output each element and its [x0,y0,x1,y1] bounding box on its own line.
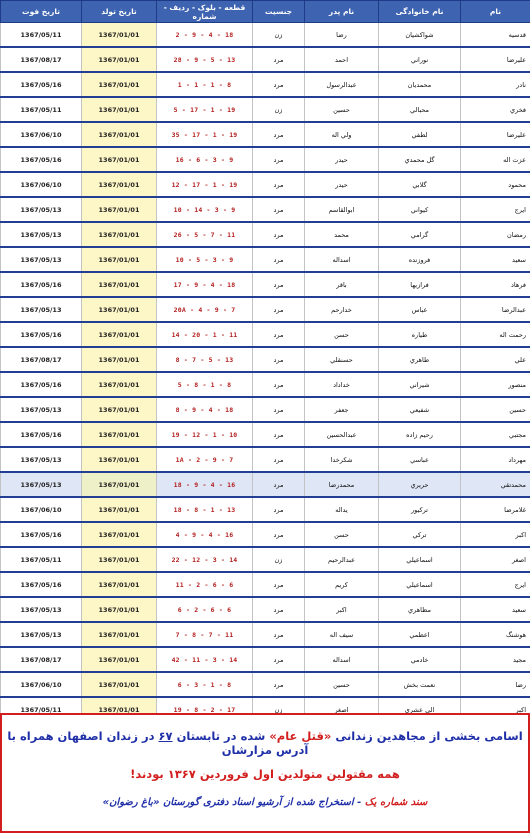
cell-birth-date: 1367/01/01 [82,23,157,48]
cell-death-date: 1367/05/11 [1,547,82,572]
cell-family: کیواني [379,197,461,222]
cell-father: عبدالرسول [305,72,379,97]
cell-name: ایرج [461,572,530,597]
cell-gender: مرد [253,622,305,647]
cell-plot: 19 - 1 - 17 - 35 [157,122,253,147]
cell-father: شکرخدا [305,447,379,472]
cell-father: احمد [305,47,379,72]
cell-gender: مرد [253,647,305,672]
table-row [1,272,530,297]
cell-family: گل محمدي [379,147,461,172]
cell-gender: مرد [253,522,305,547]
cell-birth-date: 1367/01/01 [82,47,157,72]
cell-name: اکبر [461,522,530,547]
table-header-row [1,1,530,23]
cell-gender: مرد [253,472,305,497]
cell-father: سیف اله [305,622,379,647]
caption-text: شده در تابستان [176,729,266,743]
cell-family: گرامي [379,222,461,247]
col-header-plot: قطعه - بلوک - ردیف - شماره [157,1,253,23]
cell-gender: مرد [253,672,305,697]
cell-death-date: 1367/06/10 [1,172,82,197]
cell-plot: 14 - 3 - 12 - 22 [157,547,253,572]
table-row [1,497,530,522]
cell-death-date: 1367/05/16 [1,72,82,97]
cell-gender: مرد [253,372,305,397]
cell-name: ایرج [461,197,530,222]
cell-birth-date: 1367/01/01 [82,547,157,572]
cell-birth-date: 1367/01/01 [82,347,157,372]
cell-name: مهرداد [461,447,530,472]
cell-plot: 13 - 5 - 9 - 28 [157,47,253,72]
cell-death-date: 1367/05/11 [1,23,82,48]
cell-birth-date: 1367/01/01 [82,72,157,97]
cell-name: منصور [461,372,530,397]
cell-death-date: 1367/08/17 [1,47,82,72]
col-header-name: نام [461,1,530,23]
cell-father: محمدرضا [305,472,379,497]
cell-birth-date: 1367/01/01 [82,297,157,322]
cell-father: حسن [305,522,379,547]
cell-plot: 18 - 4 - 9 - 17 [157,272,253,297]
cell-father: اکبر [305,597,379,622]
cell-name: محمود [461,172,530,197]
cell-birth-date: 1367/01/01 [82,197,157,222]
cell-plot: 8 - 1 - 3 - 6 [157,672,253,697]
cell-name: سعید [461,597,530,622]
cell-birth-date: 1367/01/01 [82,172,157,197]
table-row [1,422,530,447]
table-row [1,597,530,622]
cell-birth-date: 1367/01/01 [82,372,157,397]
cell-birth-date: 1367/01/01 [82,222,157,247]
table-row [1,197,530,222]
cell-gender: زن [253,547,305,572]
cell-family: نوراني [379,47,461,72]
cell-family: ترکیور [379,497,461,522]
cell-death-date: 1367/05/13 [1,472,82,497]
cell-death-date: 1367/05/16 [1,422,82,447]
caption-line-3 [2,797,528,808]
table-row [1,23,530,48]
cell-gender: زن [253,697,305,722]
cell-death-date: 1367/05/13 [1,397,82,422]
cell-birth-date: 1367/01/01 [82,122,157,147]
cell-gender: زن [253,97,305,122]
cell-name: قدسیه [461,23,530,48]
cell-plot: 7 - 9 - 2 - 1A [157,447,253,472]
cell-name: رضا [461,672,530,697]
cell-name: رحمت اله [461,322,530,347]
cell-name: علي [461,347,530,372]
cell-plot: 19 - 1 - 17 - 5 [157,97,253,122]
cell-name: سعید [461,247,530,272]
cell-birth-date: 1367/01/01 [82,247,157,272]
cell-family: طاهري [379,347,461,372]
cell-family: اعظمي [379,622,461,647]
cell-family: شفیعي [379,397,461,422]
cell-death-date: 1367/05/13 [1,297,82,322]
table-body [1,23,530,723]
cell-birth-date: 1367/01/01 [82,497,157,522]
cell-family: عباس [379,297,461,322]
cell-birth-date: 1367/01/01 [82,322,157,347]
cell-father: حسین [305,672,379,697]
cell-birth-date: 1367/01/01 [82,522,157,547]
cell-gender: مرد [253,122,305,147]
cell-birth-date: 1367/01/01 [82,272,157,297]
cell-plot: 16 - 4 - 9 - 4 [157,522,253,547]
cell-name: اکبر [461,697,530,722]
cell-plot: 7 - 9 - 4 - 20A [157,297,253,322]
cell-birth-date: 1367/01/01 [82,572,157,597]
table-row [1,97,530,122]
cell-father: حیدر [305,147,379,172]
cell-gender: مرد [253,47,305,72]
cell-gender: مرد [253,72,305,97]
cell-name: هوشنگ [461,622,530,647]
cell-death-date: 1367/05/16 [1,372,82,397]
cell-plot: 11 - 1 - 20 - 14 [157,322,253,347]
cell-name: رمضان [461,222,530,247]
cell-plot: 19 - 1 - 17 - 12 [157,172,253,197]
cell-death-date: 1367/05/13 [1,222,82,247]
cell-death-date: 1367/05/11 [1,97,82,122]
table-row [1,147,530,172]
cell-birth-date: 1367/01/01 [82,622,157,647]
cell-gender: مرد [253,597,305,622]
cell-family: طیاره [379,322,461,347]
cell-plot: 11 - 7 - 8 - 7 [157,622,253,647]
caption-source: - استخراج شده از آرشیو اسناد دفتری گورستان «باغ رضوان» [102,797,362,808]
cell-death-date: 1367/05/16 [1,147,82,172]
cell-death-date: 1367/05/16 [1,572,82,597]
cell-family: شیراني [379,372,461,397]
cell-plot: 18 - 4 - 9 - 8 [157,397,253,422]
cell-gender: مرد [253,397,305,422]
caption-highlight: «قتل عام» [269,729,332,743]
cell-death-date: 1367/08/17 [1,647,82,672]
cell-death-date: 1367/05/11 [1,697,82,722]
cell-family: نعمت بخش [379,672,461,697]
cell-name: علیرضا [461,122,530,147]
cell-family: محمدیان [379,72,461,97]
cell-father: اسداله [305,647,379,672]
cell-father: ولي اله [305,122,379,147]
table-row [1,322,530,347]
cell-plot: 6 - 6 - 2 - 6 [157,597,253,622]
cell-name: مجید [461,647,530,672]
cell-gender: مرد [253,422,305,447]
table-row [1,672,530,697]
cell-name: مجتبي [461,422,530,447]
cell-plot: 11 - 7 - 5 - 26 [157,222,253,247]
cell-name: غلامرضا [461,497,530,522]
table-row [1,447,530,472]
cell-father: یداله [305,497,379,522]
cell-name: حسین [461,397,530,422]
cell-family: فروزنده [379,247,461,272]
cell-gender: زن [253,23,305,48]
cell-plot: 14 - 3 - 11 - 42 [157,647,253,672]
cell-name: فخري [461,97,530,122]
cell-father: حسنقلي [305,347,379,372]
table-row [1,47,530,72]
cell-death-date: 1367/05/16 [1,522,82,547]
cell-family: عباسي [379,447,461,472]
cell-father: رضا [305,23,379,48]
cell-plot: 9 - 3 - 14 - 10 [157,197,253,222]
cell-birth-date: 1367/01/01 [82,397,157,422]
cell-family: حریري [379,472,461,497]
cell-death-date: 1367/05/13 [1,622,82,647]
cell-name: نادر [461,72,530,97]
caption-document-number: سند شماره یک [364,797,428,808]
cell-plot: 13 - 5 - 7 - 8 [157,347,253,372]
cell-name: علیرضا [461,47,530,72]
cell-father: خداداد [305,372,379,397]
cell-gender: مرد [253,197,305,222]
cell-gender: مرد [253,347,305,372]
table-row [1,472,530,497]
cell-family: گلابي [379,172,461,197]
cell-gender: مرد [253,322,305,347]
cell-gender: مرد [253,572,305,597]
cell-birth-date: 1367/01/01 [82,472,157,497]
cell-birth-date: 1367/01/01 [82,672,157,697]
cell-family: محبالي [379,97,461,122]
cell-family: شواکشیان [379,23,461,48]
cell-name: عزت اله [461,147,530,172]
cell-plot: 9 - 3 - 5 - 10 [157,247,253,272]
cell-death-date: 1367/05/13 [1,247,82,272]
cell-father: اسداله [305,247,379,272]
cell-plot: 17 - 2 - 8 - 19 [157,697,253,722]
cell-birth-date: 1367/01/01 [82,597,157,622]
cell-birth-date: 1367/01/01 [82,697,157,722]
cell-family: اسماعیلي [379,572,461,597]
cell-birth-date: 1367/01/01 [82,147,157,172]
cell-family: فرازیها [379,272,461,297]
caption-year: ۶۷ [158,729,173,743]
cell-father: حسن [305,322,379,347]
cell-death-date: 1367/05/16 [1,272,82,297]
cell-death-date: 1367/06/10 [1,672,82,697]
cell-name: عبدالرضا [461,297,530,322]
cell-father: خدارحم [305,297,379,322]
cell-father: عبدالحسین [305,422,379,447]
cell-father: جعفر [305,397,379,422]
cell-father: ابوالقاسم [305,197,379,222]
table-row [1,647,530,672]
cell-birth-date: 1367/01/01 [82,647,157,672]
caption-line-2: همه مقتولین متولدین اول فروردین ۱۳۶۷ بودند! [130,767,400,781]
cell-family: اسماعیلي [379,547,461,572]
cell-family: رحیم زاده [379,422,461,447]
table-row [1,222,530,247]
cell-birth-date: 1367/01/01 [82,97,157,122]
table-row [1,397,530,422]
cell-death-date: 1367/08/17 [1,347,82,372]
cell-death-date: 1367/06/10 [1,497,82,522]
cell-birth-date: 1367/01/01 [82,422,157,447]
cell-death-date: 1367/06/10 [1,122,82,147]
table-row [1,547,530,572]
cell-birth-date: 1367/01/01 [82,447,157,472]
cell-plot: 13 - 1 - 8 - 18 [157,497,253,522]
cell-father: حیدر [305,172,379,197]
cell-name: محمدتقي [461,472,530,497]
cell-plot: 9 - 3 - 6 - 16 [157,147,253,172]
table-row [1,522,530,547]
cell-father: محمد [305,222,379,247]
table-row [1,572,530,597]
table-row [1,122,530,147]
cell-family: الي عشري [379,697,461,722]
col-header-dob: تاریخ تولد [82,1,157,23]
cell-gender: مرد [253,297,305,322]
cell-father: کریم [305,572,379,597]
cell-gender: مرد [253,172,305,197]
table-row [1,347,530,372]
cell-family: لطفي [379,122,461,147]
cell-plot: 10 - 1 - 12 - 19 [157,422,253,447]
cell-death-date: 1367/05/13 [1,447,82,472]
cell-plot: 8 - 1 - 8 - 5 [157,372,253,397]
cell-family: مظاهري [379,597,461,622]
cell-father: باقر [305,272,379,297]
cell-death-date: 1367/05/13 [1,597,82,622]
cell-family: خادمي [379,647,461,672]
caption-text: در زندان اصفهان همراه با آدرس مزارشان [7,729,309,757]
cell-father: حسین [305,97,379,122]
table-row [1,72,530,97]
cell-death-date: 1367/05/13 [1,197,82,222]
cell-father: اصغر [305,697,379,722]
cell-family: ترکي [379,522,461,547]
table-row [1,372,530,397]
cell-plot: 16 - 4 - 9 - 18 [157,472,253,497]
cell-gender: مرد [253,222,305,247]
cell-plot: 18 - 4 - 9 - 2 [157,23,253,48]
col-header-father: نام پدر [305,1,379,23]
cell-gender: مرد [253,247,305,272]
cell-gender: مرد [253,447,305,472]
cell-gender: مرد [253,147,305,172]
cell-name: اصغر [461,547,530,572]
table-row [1,247,530,272]
caption-text: اسامی بخشی از مجاهدین زندانی [335,729,523,743]
col-header-family: نام خانوادگی [379,1,461,23]
table-row [1,622,530,647]
cell-plot: 6 - 6 - 2 - 11 [157,572,253,597]
table-row [1,297,530,322]
cell-death-date: 1367/05/16 [1,322,82,347]
cell-name: فرهاد [461,272,530,297]
cell-gender: مرد [253,497,305,522]
cell-father: عبدالرحیم [305,547,379,572]
col-header-dod: تاریخ فوت [1,1,82,23]
cell-plot: 8 - 1 - 1 - 1 [157,72,253,97]
table-row [1,172,530,197]
caption-line-1 [2,729,528,757]
col-header-gender: جنسیت [253,1,305,23]
cell-gender: مرد [253,272,305,297]
document-caption [0,713,530,833]
